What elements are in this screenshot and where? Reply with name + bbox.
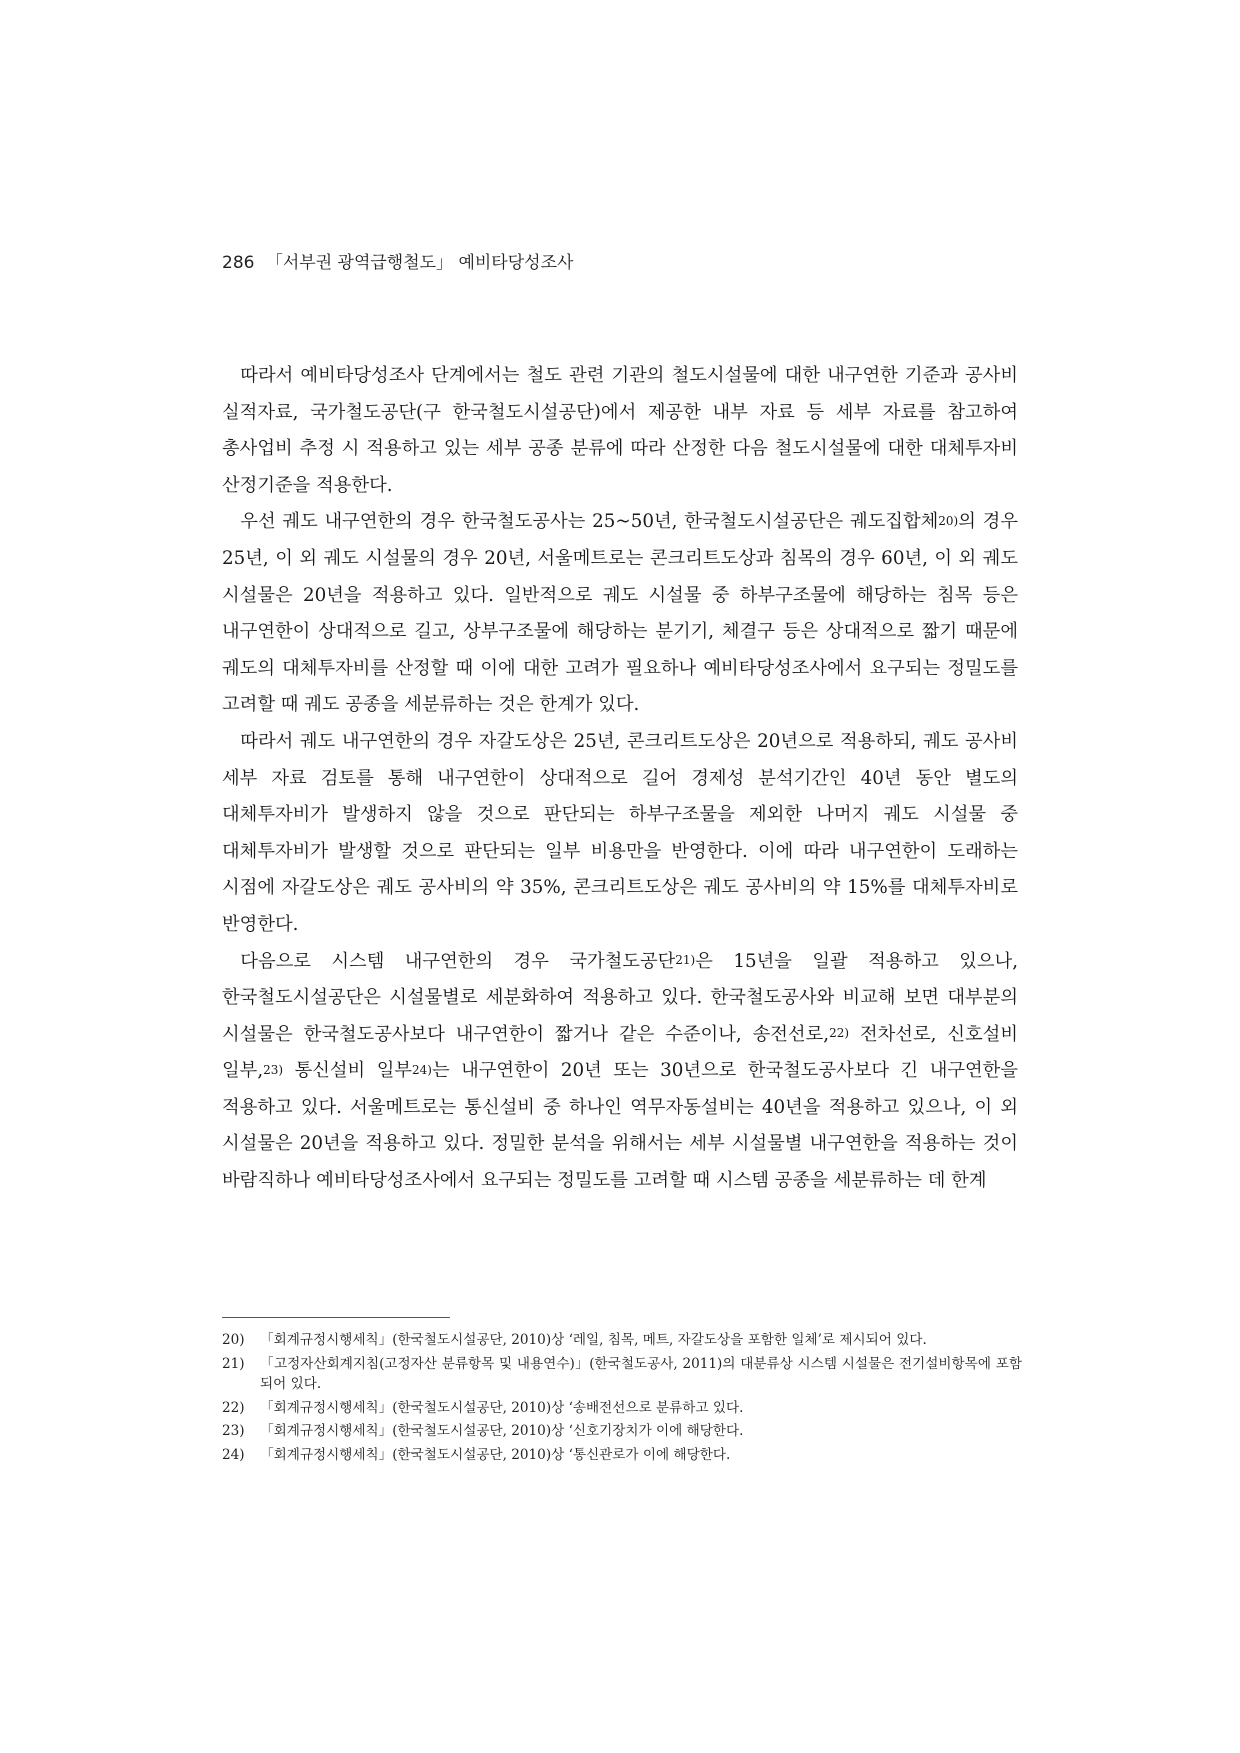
footnote-ref-24[interactable]: 24) xyxy=(412,1062,432,1077)
footnote-number: 23) xyxy=(222,1423,245,1439)
paragraph-3-text: 따라서 궤도 내구연한의 경우 자갈도상은 25년, 콘크리트도상은 20년으로 적용하되, 궤도 공사비 세부 자료 검토를 통해 내구연한이 상대적으로 길어 경제성 분석기간인 40년 동안 별도의 대체투자비가 발생하지 않을 것으로 판단되는 하부구조물을 제외한 나머지 궤도 시설물 중 대체투자비가 발생할 것으로 판단되는 일부 비용만을 반영한다. 이에 따라 내구연한이 도래하는 시점에 자갈도상은 궤도 공사비의 약 35%, 콘크리트도상은 궤도 공사비의 약 15%를 대체투자비로 반영한다. xyxy=(222,730,1018,935)
paragraph-4-text-a: 다음으로 시스템 내구연한의 경우 국가철도공단 xyxy=(240,950,676,972)
footnote-21 xyxy=(222,1354,1022,1395)
running-header xyxy=(222,248,573,273)
footnote-20 xyxy=(222,1330,1022,1351)
footnote-22 xyxy=(222,1398,1022,1419)
footnote-ref-23[interactable]: 23) xyxy=(263,1062,284,1077)
footnote-ref-22[interactable]: 22) xyxy=(829,1026,850,1041)
footnote-text: 「고정자산회계지침(고정자산 분류항목 및 내용연수)」(한국철도공사, 2011)의 대분류상 시스템 시설물은 전기설비항목에 포함되어 있다. xyxy=(260,1355,1022,1392)
footnotes xyxy=(222,1330,1022,1468)
footnote-text: 「회계규정시행세칙」(한국철도시설공단, 2010)상 ‘송배전선으로 분류하고 있다. xyxy=(260,1399,744,1416)
paragraph-1 xyxy=(222,358,1018,504)
paragraph-4-text-d: 통신설비 일부 xyxy=(283,1060,413,1082)
footnote-23 xyxy=(222,1421,1022,1442)
paragraph-3 xyxy=(222,724,1018,944)
paragraph-4-text-e: 는 내구연한이 20년 또는 30년으로 한국철도공사보다 긴 내구연한을 적용하고 있다. 서울메트로는 통신설비 중 하나인 역무자동설비는 40년을 적용하고 있으나, 이 외 시설물은 20년을 적용하고 있다. 정밀한 분석을 위해서는 세부 시설물별 내구연한을 적용하는 것이 바람직하나 예비타당성조사에서 요구되는 정밀도를 고려할 때 시스템 공종을 세분류하는 데 한계 xyxy=(222,1060,1018,1192)
footnote-number: 20) xyxy=(222,1332,245,1348)
footnote-text: 「회계규정시행세칙」(한국철도시설공단, 2010)상 ‘신호기장치가 이에 해당한다. xyxy=(260,1423,744,1439)
footnote-text: 「회계규정시행세칙」(한국철도시설공단, 2010)상 ‘레일, 침목, 메트, 자갈도상을 포함한 일체’로 제시되어 있다. xyxy=(260,1332,927,1348)
footnote-number: 22) xyxy=(222,1399,245,1416)
paragraph-2-text-b: 의 경우 25년, 이 외 궤도 시설물의 경우 20년, 서울메트로는 콘크리트도상과 침목의 경우 60년, 이 외 궤도 시설물은 20년을 적용하고 있다. 일반적으로 궤도 시설물 중 하부구조물에 해당하는 침목 등은 내구연한이 상대적으로 길고, 상부구조물에 해당하는 분기기, 체결구 등은 상대적으로 짧기 때문에 궤도의 대체투자비를 산정할 때 이에 대한 고려가 필요하나 예비타당성조사에서 요구되는 정밀도를 고려할 때 궤도 공종을 세분류하는 것은 한계가 있다. xyxy=(222,511,1018,716)
footnote-divider xyxy=(222,1317,450,1318)
paragraph-2-text-a: 우선 궤도 내구연한의 경우 한국철도공사는 25~50년, 한국철도시설공단은 궤도집합체 xyxy=(240,511,939,533)
footnote-number: 21) xyxy=(222,1355,245,1372)
footnote-ref-21[interactable]: 21) xyxy=(675,953,696,968)
paragraph-4-text-c: 전차선로, 신호설비 일부, xyxy=(222,1023,1019,1082)
footnote-number: 24) xyxy=(222,1446,245,1463)
paragraph-2 xyxy=(222,504,1018,724)
body-text xyxy=(222,358,1018,1200)
running-header-title: 「서부권 광역급행철도」 예비타당성조사 xyxy=(265,253,574,273)
footnote-ref-20[interactable]: 20) xyxy=(938,513,959,528)
paragraph-1-text: 따라서 예비타당성조사 단계에서는 철도 관련 기관의 철도시설물에 대한 내구연한 기준과 공사비 실적자료, 국가철도공단(구 한국철도시설공단)에서 제공한 내부 자료 등 세부 자료를 참고하여 총사업비 추정 시 적용하고 있는 세부 공종 분류에 따라 산정한 다음 철도시설물에 대한 대체투자비 산정기준을 적용한다. xyxy=(222,365,1018,496)
paragraph-4 xyxy=(222,944,1018,1200)
footnote-24 xyxy=(222,1445,1022,1466)
footnote-text: 「회계규정시행세칙」(한국철도시설공단, 2010)상 ‘통신관로가 이에 해당한다. xyxy=(260,1446,731,1463)
paragraph-4-text-b: 은 15년을 일괄 적용하고 있으나, 한국철도시설공단은 시설물별로 세분화하여 적용하고 있다. 한국철도공사와 비교해 보면 대부분의 시설물은 한국철도공사보다 내구연한이 짧거나 같은 수준이나, 송전선로, xyxy=(222,950,1019,1045)
page-number: 286 xyxy=(222,253,255,273)
